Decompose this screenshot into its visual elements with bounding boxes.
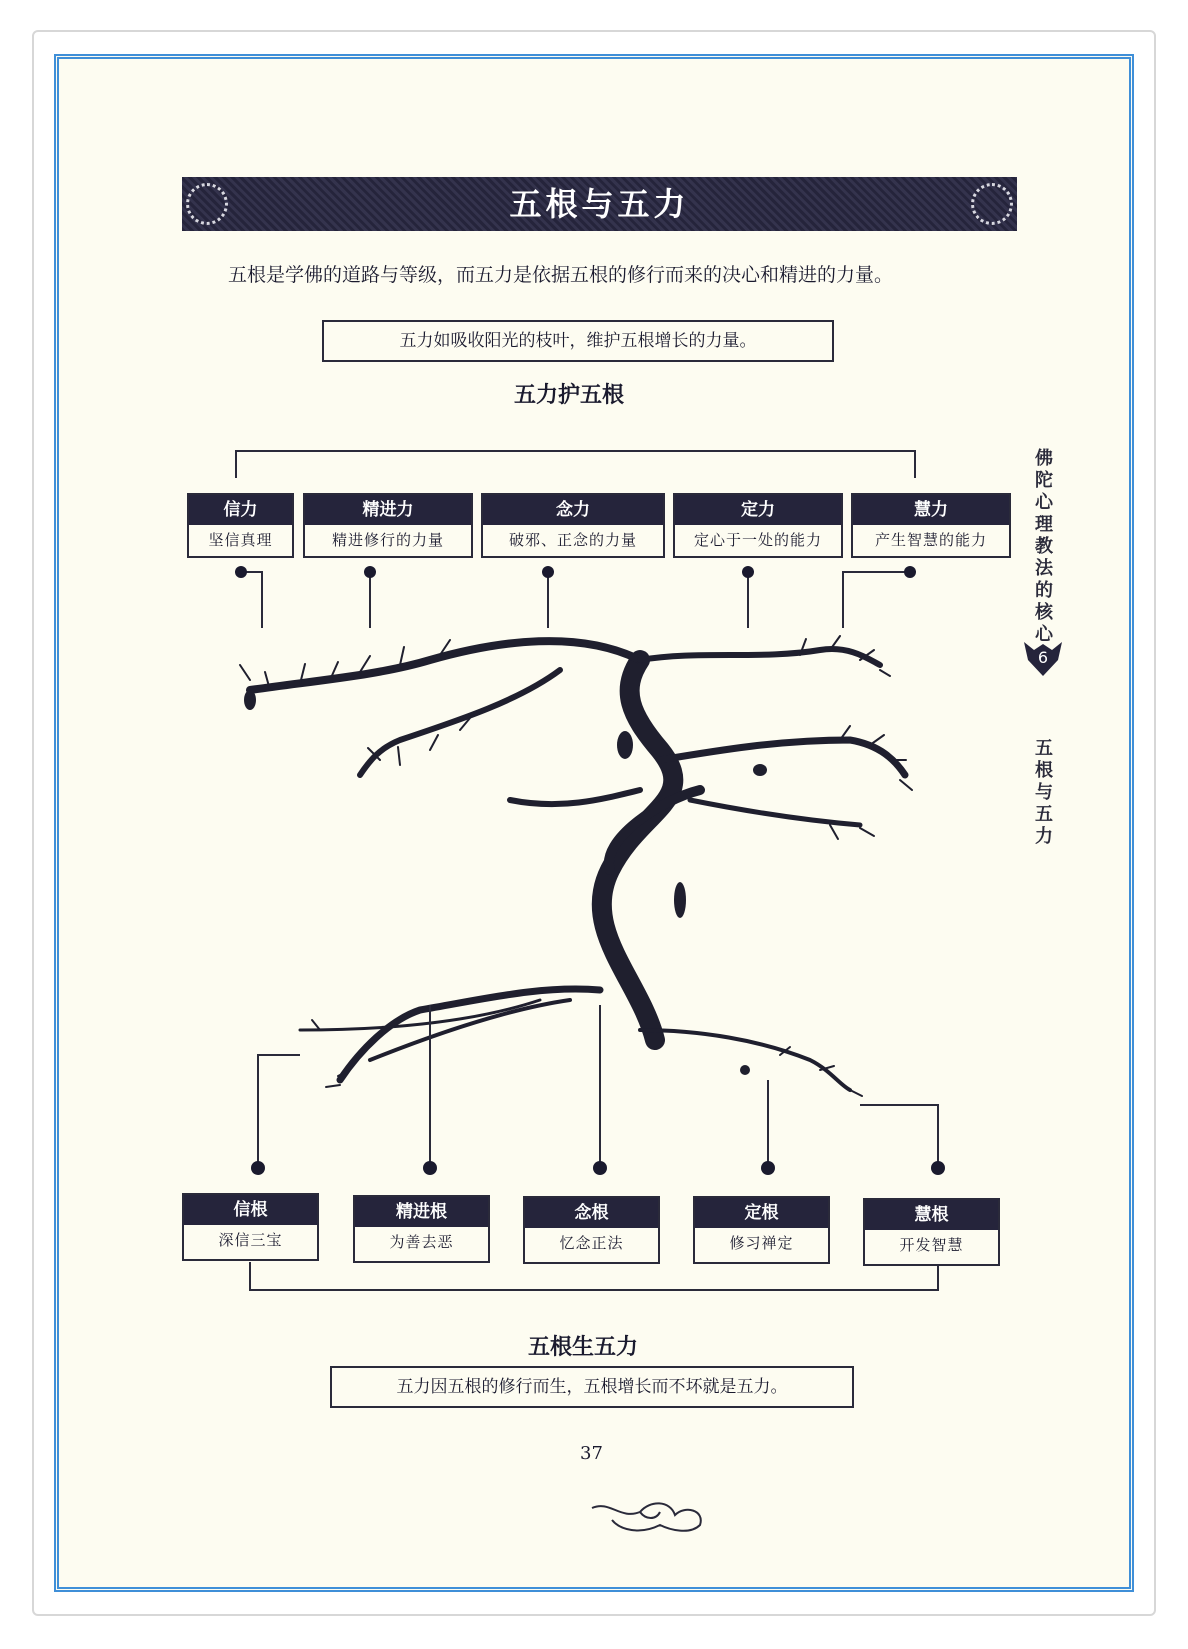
root-name: 信根 (184, 1195, 317, 1225)
root-name: 念根 (525, 1198, 658, 1228)
power-card-jingjin (303, 493, 473, 558)
tree-drawing-icon (240, 636, 912, 1096)
root-name: 精进根 (355, 1197, 488, 1227)
power-name: 信力 (189, 495, 292, 525)
root-desc: 修习禅定 (729, 1234, 794, 1252)
root-card-nian (523, 1196, 660, 1264)
root-desc: 开发智慧 (899, 1236, 964, 1254)
power-name: 精进力 (305, 495, 471, 525)
bottom-note-text: 五力因五根的修行而生，五根增长而不坏就是五力。 (396, 1377, 788, 1397)
power-card-nian (481, 493, 665, 558)
bottom-note-box (330, 1366, 854, 1408)
root-card-ding (693, 1196, 830, 1264)
root-connector-dots (251, 1161, 945, 1175)
power-desc: 精进修行的力量 (331, 531, 444, 549)
page-title: 五根与五力 (509, 185, 690, 223)
root-card-hui (863, 1198, 1000, 1266)
power-card-hui (851, 493, 1011, 558)
power-desc: 产生智慧的能力 (874, 531, 987, 549)
chapter-number: 6 (1037, 648, 1049, 667)
root-card-jingjin (353, 1195, 490, 1263)
root-name: 慧根 (865, 1200, 998, 1230)
cloud-ornament-icon (592, 1503, 701, 1530)
root-card-xin (182, 1193, 319, 1261)
power-connector-dots (235, 566, 916, 578)
chapter-badge (1020, 638, 1066, 678)
root-desc: 深信三宝 (218, 1231, 283, 1249)
power-name: 念力 (483, 495, 663, 525)
top-heading: 五力护五根 (514, 383, 625, 408)
power-desc: 定心于一处的能力 (693, 531, 822, 549)
side-topic: 五根与五力 (1035, 738, 1053, 847)
power-name: 定力 (675, 495, 841, 525)
page-number: 37 (580, 1443, 603, 1464)
root-name: 定根 (695, 1198, 828, 1228)
root-desc: 为善去恶 (389, 1233, 454, 1251)
power-desc: 破邪、正念的力量 (508, 531, 637, 549)
root-desc: 忆念正法 (559, 1234, 624, 1252)
bottom-heading: 五根生五力 (528, 1335, 639, 1360)
power-name: 慧力 (853, 495, 1009, 525)
power-desc: 坚信真理 (208, 531, 273, 549)
top-note-text: 五力如吸收阳光的枝叶，维护五根增长的力量。 (399, 331, 757, 351)
power-card-xin (187, 493, 294, 558)
side-section-title: 佛陀心理教法的核心 (1035, 448, 1053, 645)
intro-text: 五根是学佛的道路与等级，而五力是依据五根的修行而来的决心和精进的力量。 (228, 264, 894, 286)
power-card-ding (673, 493, 843, 558)
